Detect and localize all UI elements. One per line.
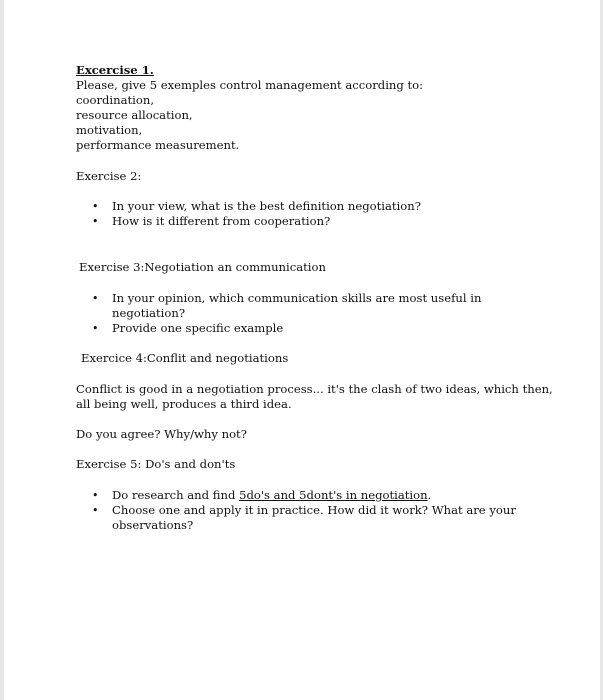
- exercise-2-title: [76, 169, 141, 184]
- exercise-4-question-text: Do you agree? Why/why not?: [76, 427, 247, 441]
- exercise-4-title-text: Exercice 4:Conflit and negotiations: [81, 351, 289, 365]
- exercise-3-title-text: Exercise 3:Negotiation an communication: [79, 260, 326, 274]
- list-item-text: observations?: [112, 518, 194, 532]
- exercise-4-question: [76, 427, 247, 442]
- list-item-text: • Choose one and apply it in practice. How did it work? What are your: [112, 503, 516, 517]
- exercise-1-item: performance measurement.: [76, 138, 240, 152]
- exercise-3-title: [79, 260, 326, 275]
- negotiation-link[interactable]: 5do's and 5dont's in negotiation: [239, 488, 428, 502]
- exercise-2-list: [76, 199, 421, 229]
- exercise-1-title: Excercise 1.: [76, 63, 154, 77]
- exercise-5-list: [76, 488, 516, 533]
- exercise-1-prompt: Please, give 5 exemples control management according to:: [76, 78, 424, 92]
- list-item: [76, 503, 516, 533]
- list-item-text: negotiation?: [112, 306, 186, 320]
- exercise-1-item: motivation,: [76, 123, 143, 137]
- exercise-1-item: coordination,: [76, 93, 155, 107]
- list-item-text: Provide one specific example: [112, 321, 284, 335]
- exercise-1-item: resource allocation,: [76, 108, 193, 122]
- exercise-3-list: [76, 291, 481, 336]
- list-item: [76, 214, 421, 229]
- exercise-1-block: [76, 63, 423, 153]
- exercise-5-title: [76, 457, 235, 472]
- paragraph-line: Conflict is good in a negotiation process... it's the clash of two ideas, which then,: [76, 382, 553, 396]
- paragraph-line: all being well, produces a third idea.: [76, 397, 292, 411]
- list-item-text: .: [427, 488, 432, 502]
- exercise-2-title-text: Exercise 2:: [76, 169, 142, 183]
- exercise-4-paragraph: [76, 382, 553, 412]
- list-item: [76, 199, 421, 214]
- exercise-5-title-text: Exercise 5: Do's and don'ts: [76, 457, 236, 471]
- list-item-text: In your view, what is the best definition negotiation?: [112, 199, 421, 213]
- page-edge-left: [0, 0, 4, 700]
- list-item-text: • In your opinion, which communication skills are most useful in: [112, 291, 482, 305]
- list-item: [76, 291, 481, 321]
- list-item: [76, 321, 481, 336]
- list-item-text: How is it different from cooperation?: [112, 214, 331, 228]
- exercise-4-title: [81, 351, 288, 366]
- list-item-text: Do research and find: [112, 488, 240, 502]
- list-item: [76, 488, 516, 503]
